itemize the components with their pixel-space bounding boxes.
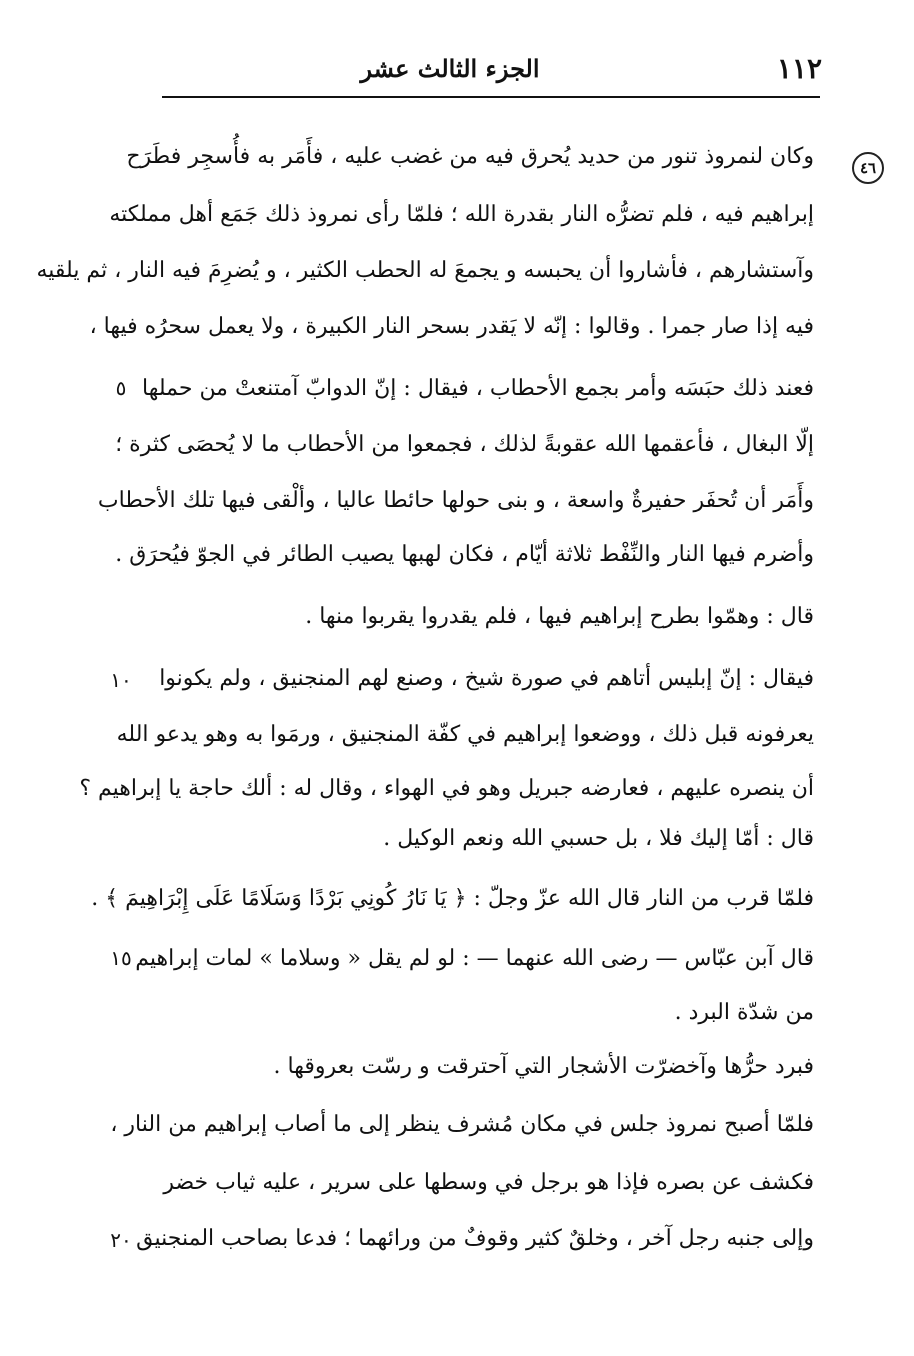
page-number: ١١٢ <box>776 52 822 85</box>
line-number-5: ٥ <box>115 376 127 400</box>
text-line: فكشف عن بصره فإذا هو برجل في وسطها على سرير ، عليه ثياب خضر <box>163 1170 814 1195</box>
text-line: قال : وهمّوا بطرح إبراهيم فيها ، فلم يقدروا يقربوا منها . <box>305 604 814 629</box>
line-number-15: ١٥ <box>110 946 132 970</box>
line-number-20: ٢٠ <box>110 1228 132 1252</box>
line-number-10: ١٠ <box>110 668 132 692</box>
text-line: أن ينصره عليهم ، فعارضه جبريل وهو في الهواء ، وقال له : ألك حاجة يا إبراهيم ؟ <box>79 776 814 801</box>
side-mark-badge: ٤٦ <box>852 152 884 184</box>
text-line: وأضرم فيها النار والنِّفْط ثلاثة أيّام ، فكان لهبها يصيب الطائر في الجوّ فيُحرَق . <box>115 542 814 567</box>
text-line: وأَمَر أن تُحفَر حفيرةٌ واسعة ، و بنى حولها حائطا عاليا ، وألْقى فيها تلك الأحطاب <box>97 488 814 513</box>
text-line: قال : أمّا إليك فلا ، بل حسبي الله ونعم الوكيل . <box>383 826 814 851</box>
text-line: فلمّا قرب من النار قال الله عزّ وجلّ : ﴿ يَا نَارُ كُونِي بَرْدًا وَسَلَامًا عَلَى إِبْرَاهِيمَ ﴾ . <box>91 886 814 911</box>
text-line: فيقال : إنّ إبليس أتاهم في صورة شيخ ، وصنع لهم المنجنيق ، ولم يكونوا <box>159 666 814 691</box>
text-line: فعند ذلك حبَسَه وأمر بجمع الأحطاب ، فيقال : إنّ الدوابّ آمتنعتْ من حملها <box>142 376 814 401</box>
text-line: من شدّة البرد . <box>674 1000 814 1025</box>
text-line: فبرد حرُّها وآخضرّت الأشجار التي آحترقت و رسّت بعروقها . <box>273 1054 814 1079</box>
text-line: فلمّا أصبح نمروذ جلس في مكان مُشرف ينظر إلى ما أصاب إبراهيم من النار ، <box>110 1112 814 1137</box>
running-head: الجزء الثالث عشر <box>360 54 540 83</box>
text-line: قال آبن عبّاس — رضى الله عنهما — : لو لم يقل « وسلاما » لمات إبراهيم <box>135 946 814 971</box>
text-line: إلّا البغال ، فأعقمها الله عقوبةً لذلك ، فجمعوا من الأحطاب ما لا يُحصَى كثرة ؛ <box>115 432 814 457</box>
text-line: يعرفونه قبل ذلك ، ووضعوا إبراهيم في كفّة المنجنيق ، ورمَوا به وهو يدعو الله <box>116 722 814 747</box>
text-line: إبراهيم فيه ، فلم تضرُّه النار بقدرة الله ؛ فلمّا رأى نمروذ ذلك جَمَع أهل مملكته <box>109 202 814 227</box>
text-line: وكان لنمروذ تنور من حديد يُحرق فيه من غضب عليه ، فأَمَر به فأُسجِر فطَرَح <box>126 144 814 169</box>
text-line: فيه إذا صار جمرا . وقالوا : إنّه لا يَقدر بسحر النار الكبيرة ، ولا يعمل سحرُه فيها ، <box>89 314 814 339</box>
text-line: وآستشارهم ، فأشاروا أن يحبسه و يجمعَ له الحطب الكثير ، و يُضرِمَ فيه النار ، ثم يلقيه <box>36 258 814 283</box>
text-line: وإلى جنبه رجل آخر ، وخلقٌ كثير وقوفٌ من ورائهما ؛ فدعا بصاحب المنجنيق <box>136 1226 814 1251</box>
header-rule <box>162 96 820 98</box>
